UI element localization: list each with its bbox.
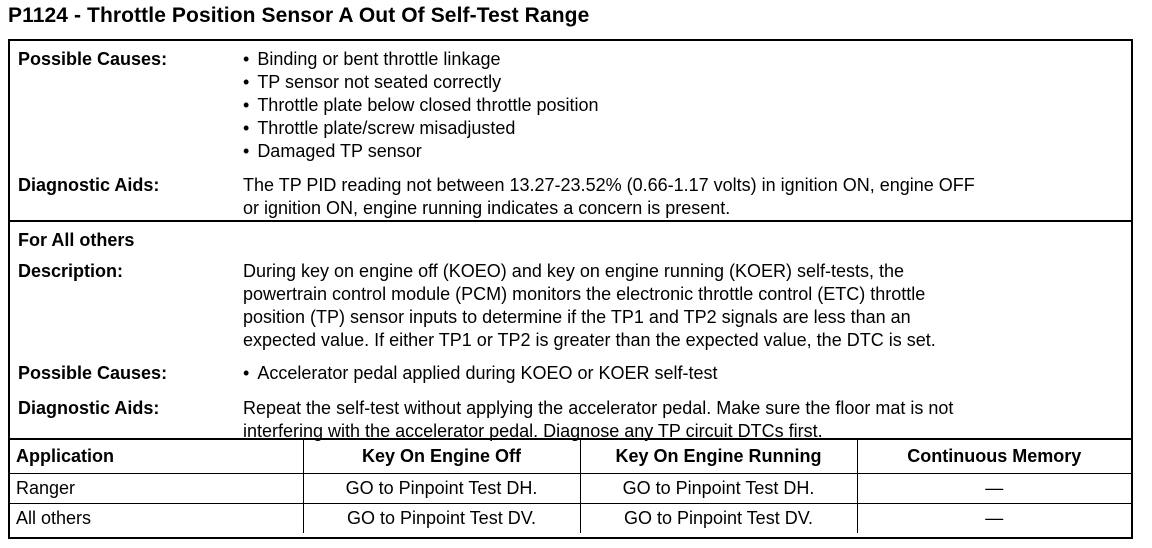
list-item: • Binding or bent throttle linkage	[243, 48, 1123, 71]
column-header-application: Application	[10, 440, 303, 473]
table-header-row	[10, 440, 1131, 473]
text-line: position (TP) sensor inputs to determine if the TP1 and TP2 signals are less than an	[243, 307, 911, 327]
diagnostic-aids-label: Diagnostic Aids:	[18, 398, 160, 418]
list-item: • Throttle plate/screw misadjusted	[243, 117, 1123, 140]
column-header-continuous-memory: Continuous Memory	[857, 440, 1131, 473]
table-row	[10, 473, 1131, 503]
text-line: The TP PID reading not between 13.27-23.52% (0.66-1.17 volts) in ignition ON, engine OFF	[243, 175, 975, 195]
text-line: Repeat the self-test without applying the accelerator pedal. Make sure the floor mat is not	[243, 398, 954, 418]
description-label: Description:	[18, 261, 124, 281]
column-header-koer: Key On Engine Running	[580, 440, 857, 473]
list-item: • Damaged TP sensor	[243, 140, 1123, 163]
text-line: During key on engine off (KOEO) and key on engine running (KOER) self-tests, the	[243, 261, 905, 281]
possible-causes-label: Possible Causes:	[18, 49, 168, 69]
possible-causes-list	[243, 362, 1123, 385]
section-divider	[10, 220, 1131, 222]
list-item: • TP sensor not seated correctly	[243, 71, 1123, 94]
table-cell: GO to Pinpoint Test DH.	[303, 473, 580, 503]
list-item: • Throttle plate below closed throttle position	[243, 94, 1123, 117]
table-cell: GO to Pinpoint Test DV.	[303, 503, 580, 533]
list-item: • Accelerator pedal applied during KOEO or KOER self-test	[243, 362, 1123, 385]
application-table	[10, 440, 1131, 533]
dtc-info-box	[8, 39, 1133, 539]
text-line: or ignition ON, engine running indicates a concern is present.	[243, 198, 731, 218]
table-row	[10, 503, 1131, 533]
page-title: P1124 - Throttle Position Sensor A Out Of Self-Test Range	[8, 4, 590, 27]
possible-causes-list	[243, 48, 1123, 163]
section-heading: For All others	[18, 230, 135, 250]
table-cell: —	[857, 503, 1131, 533]
diagnostic-aids-text	[243, 174, 1123, 220]
table-cell: GO to Pinpoint Test DH.	[580, 473, 857, 503]
table-cell: All others	[10, 503, 303, 533]
text-line: interfering with the accelerator pedal. Diagnose any TP circuit DTCs first.	[243, 421, 823, 441]
table-cell: Ranger	[10, 473, 303, 503]
diagnostic-aids-label: Diagnostic Aids:	[18, 175, 160, 195]
text-line: powertrain control module (PCM) monitors the electronic throttle control (ETC) throttle	[243, 284, 926, 304]
text-line: expected value. If either TP1 or TP2 is greater than the expected value, the DTC is set.	[243, 330, 936, 350]
description-text	[243, 260, 1123, 352]
possible-causes-label: Possible Causes:	[18, 363, 168, 383]
table-cell: GO to Pinpoint Test DV.	[580, 503, 857, 533]
table-cell: —	[857, 473, 1131, 503]
diagnostic-aids-text	[243, 397, 1123, 443]
column-header-koeo: Key On Engine Off	[303, 440, 580, 473]
